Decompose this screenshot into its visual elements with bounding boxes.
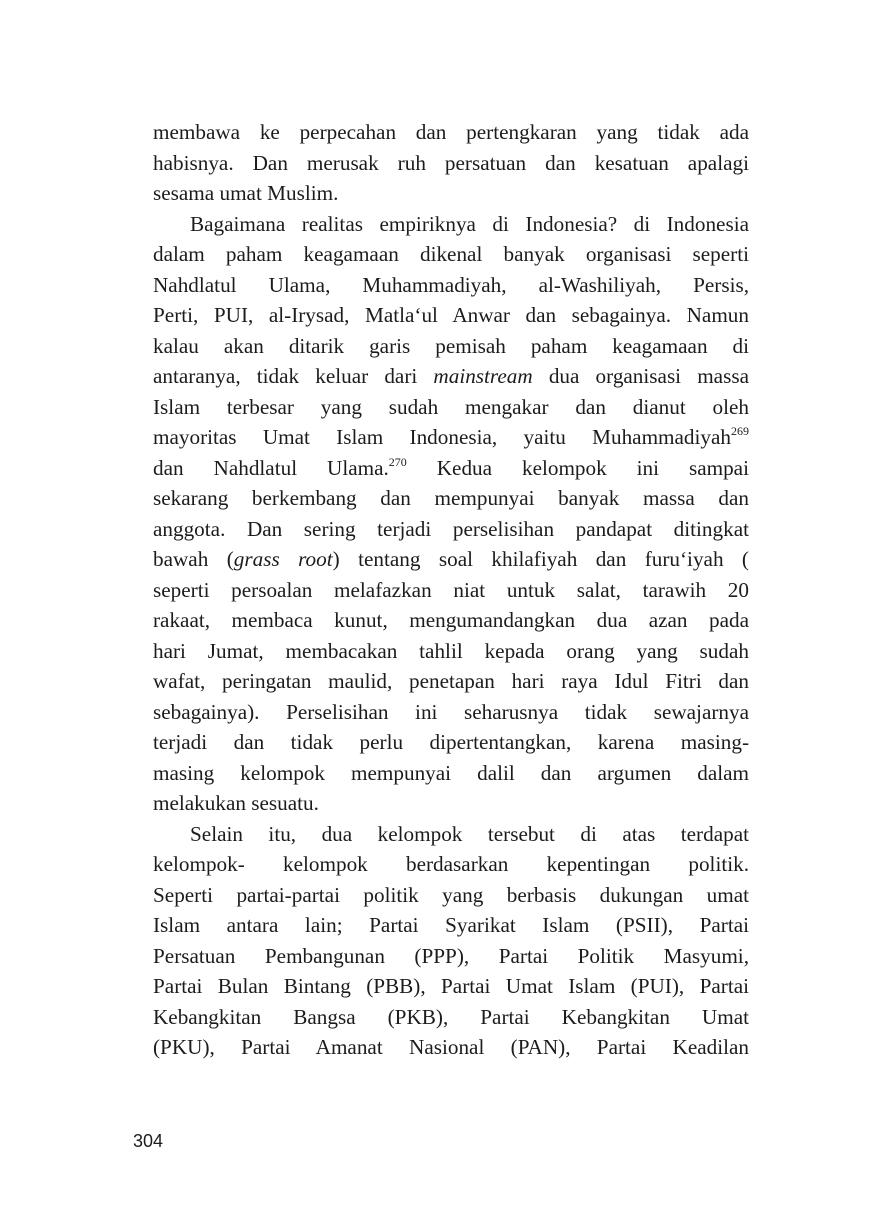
text-line: Persatuan Pembangunan (PPP), Partai Politik Masyumi, <box>153 943 749 968</box>
text-line: Bagaimana realitas empiriknya di Indonesia? di Indonesia <box>190 211 749 236</box>
footnote-marker: 269 <box>731 424 749 438</box>
text-segment: dua organisasi massa <box>532 364 749 388</box>
text-line: sesama umat Muslim. <box>153 181 339 205</box>
text-line <box>153 453 749 484</box>
text-line: terjadi dan tidak perlu dipertentangkan, karena masing- <box>153 730 749 754</box>
text-line: Islam terbesar yang sudah mengakar dan dianut oleh <box>153 394 749 419</box>
text-segment: antaranya, tidak keluar dari <box>153 364 434 388</box>
text-line <box>153 361 749 392</box>
text-line: Seperti partai-partai politik yang berbasis dukungan umat <box>153 882 749 907</box>
body-text <box>153 117 749 1063</box>
text-line: rakaat, membaca kunut, mengumandangkan dua azan pada <box>153 608 749 632</box>
italic-term: mainstream <box>433 364 533 388</box>
text-line: sekarang berkembang dan mempunyai banyak massa dan <box>153 486 749 510</box>
text-line: anggota. Dan sering terjadi perselisihan pandapat ditingkat <box>153 516 749 541</box>
text-line: (PKU), Partai Amanat Nasional (PAN), Partai Keadilan <box>153 1035 749 1059</box>
text-line: kelompok- kelompok berdasarkan kepentingan politik. <box>153 852 749 876</box>
text-line: Islam antara lain; Partai Syarikat Islam (PSII), Partai <box>153 913 749 937</box>
text-line <box>153 422 749 453</box>
text-line: seperti persoalan melafazkan niat untuk salat, tarawih 20 <box>153 577 749 602</box>
italic-term: grass root <box>233 547 333 571</box>
text-line: habisnya. Dan merusak ruh persatuan dan kesatuan apalagi <box>153 150 749 175</box>
text-line <box>153 544 749 575</box>
text-segment: ) tentang soal khilafiyah dan furu‘iyah ( <box>332 547 749 571</box>
text-line: hari Jumat, membacakan tahlil kepada orang yang sudah <box>153 638 749 663</box>
text-line: masing kelompok mempunyai dalil dan argumen dalam <box>153 760 749 785</box>
text-segment: bawah ( <box>153 547 234 571</box>
text-line: dalam paham keagamaan dikenal banyak organisasi seperti <box>153 242 749 266</box>
text-segment: dan Nahdlatul Ulama. <box>153 455 389 480</box>
text-line: melakukan sesuatu. <box>153 791 319 815</box>
text-line: Perti, PUI, al-Irysad, Matla‘ul Anwar dan sebagainya. Namun <box>153 303 749 327</box>
text-line: Partai Bulan Bintang (PBB), Partai Umat Islam (PUI), Partai <box>153 974 749 998</box>
text-line: Kebangkitan Bangsa (PKB), Partai Kebangkitan Umat <box>153 1004 749 1029</box>
text-line: Selain itu, dua kelompok tersebut di atas terdapat <box>190 821 749 846</box>
text-segment: mayoritas Umat Islam Indonesia, yaitu Muhammadiyah <box>153 425 731 449</box>
text-line: kalau akan ditarik garis pemisah paham keagamaan di <box>153 333 749 358</box>
page-number: 304 <box>133 1131 164 1151</box>
footnote-marker: 270 <box>388 454 407 469</box>
text-segment: Kedua kelompok ini sampai <box>406 455 749 480</box>
text-line: Nahdlatul Ulama, Muhammadiyah, al-Washiliyah, Persis, <box>153 272 749 297</box>
text-line: sebagainya). Perselisihan ini seharusnya tidak sewajarnya <box>153 699 749 724</box>
text-line: wafat, peringatan maulid, penetapan hari raya Idul Fitri dan <box>153 669 749 693</box>
text-line: membawa ke perpecahan dan pertengkaran yang tidak ada <box>153 120 749 144</box>
